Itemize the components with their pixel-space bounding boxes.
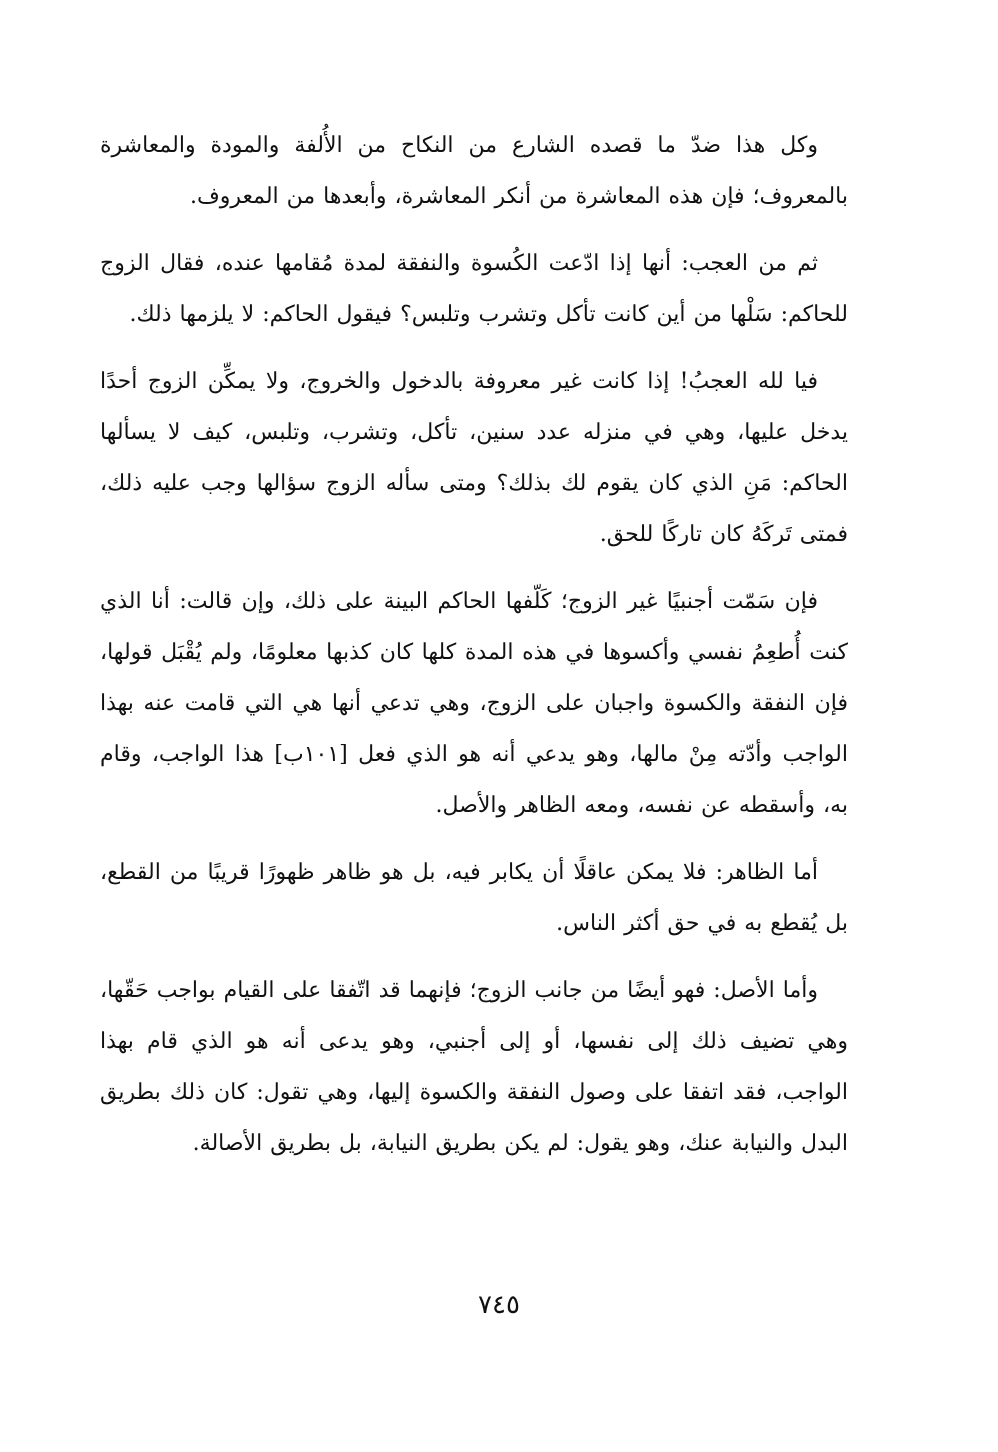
paragraph: ثم من العجب: أنها إذا ادّعت الكُسوة والنفقة لمدة مُقامها عنده، فقال الزوج للحاكم: سَلْها من أين كانت تأكل وتشرب وتلبس؟ فيقول الحاكم: لا يلزمها ذلك. [100, 251, 848, 327]
paragraph: وأما الأصل: فهو أيضًا من جانب الزوج؛ فإنهما قد اتّفقا على القيام بواجب حَقّها، وهي تضيف ذلك إلى نفسها، أو إلى أجنبي، وهو يدعى أنه هو الذي قام بهذا الواجب، فقد اتفقا على وصول النفقة والكسوة إليها، وهي تقول: كان ذلك بطريق البدل والنيابة عنك، وهو يقول: لم يكن بطريق النيابة، بل بطريق الأصالة. [100, 978, 848, 1156]
page-number: ٧٤٥ [478, 1290, 520, 1320]
paragraph: أما الظاهر: فلا يمكن عاقلًا أن يكابر فيه، بل هو ظاهر ظهورًا قريبًا من القطع، بل يُقطع به في حق أكثر الناس. [100, 860, 848, 936]
paragraph: فإن سَمّت أجنبيًا غير الزوج؛ كَلّفها الحاكم البينة على ذلك، وإن قالت: أنا الذي كنت أُطعِمُ نفسي وأكسوها في هذه المدة كلها كان كذبها معلومًا، ولم يُقْبَل قولها، فإن النفقة والكسوة واجبان على الزوج، وهي تدعي أنها هي التي قامت عنه بهذا الواجب وأدّته مِنْ مالها، وهو يدعي أنه هو الذي فعل [١٠١ب] هذا الواجب، وقام به، وأسقطه عن نفسه، ومعه الظاهر والأصل. [100, 589, 848, 818]
paragraph: فيا لله العجبُ! إذا كانت غير معروفة بالدخول والخروج، ولا يمكِّن الزوج أحدًا يدخل عليها، وهي في منزله عدد سنين، تأكل، وتشرب، وتلبس، كيف لا يسألها الحاكم: مَنِ الذي كان يقوم لك بذلك؟ ومتى سأله الزوج سؤالها وجب عليه ذلك، فمتى تَركَهُ كان تاركًا للحق. [100, 369, 848, 547]
paragraph: وكل هذا ضدّ ما قصده الشارع من النكاح من الأُلفة والمودة والمعاشرة بالمعروف؛ فإن هذه المعاشرة من أنكر المعاشرة، وأبعدها من المعروف. [100, 133, 848, 209]
page-body [100, 120, 848, 1360]
